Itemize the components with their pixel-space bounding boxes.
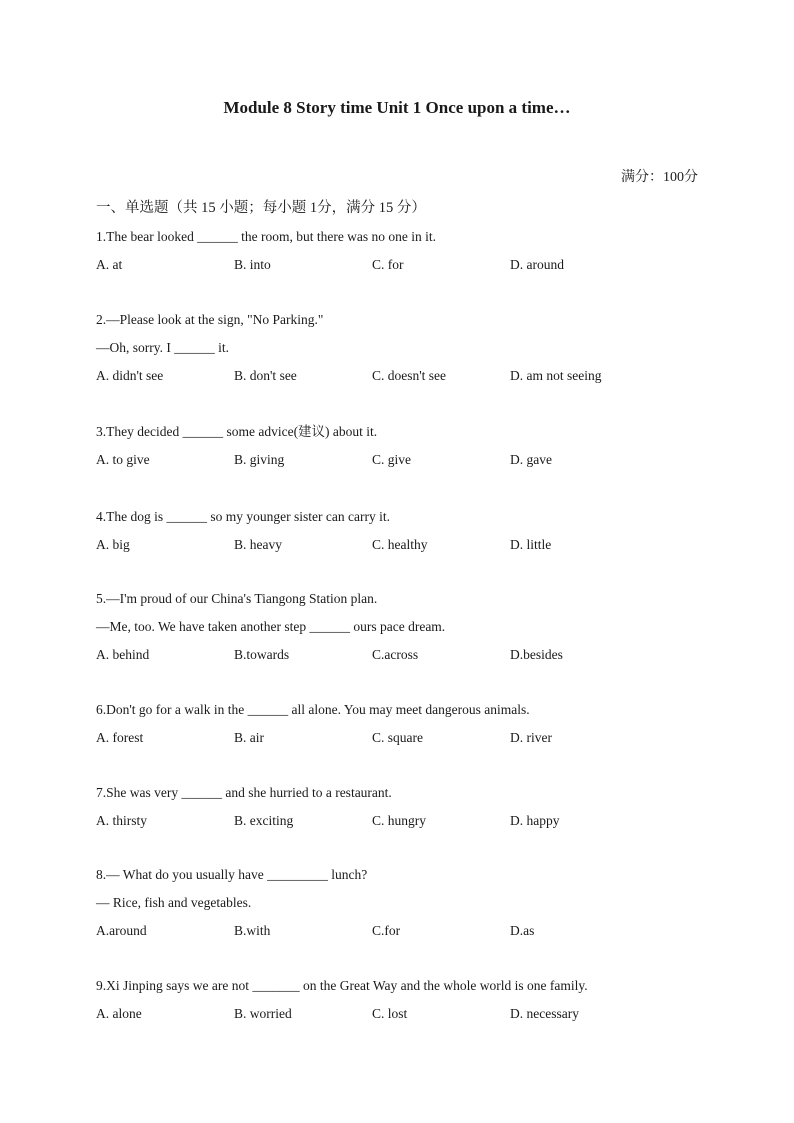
option-d: D. river [510,730,552,745]
option-d: D. am not seeing [510,368,602,383]
full-score-label: 满分：100分 [621,170,698,185]
option-a: A. behind [96,647,150,662]
section-heading: 一、单选题（共 15 小题；每小题 1分，满分 15 分） [96,200,426,216]
option-c: C. lost [372,1006,408,1021]
question-1-options [96,251,716,279]
option-c: C.for [372,923,401,938]
page-title: Module 8 Story time Unit 1 Once upon a time… [223,98,571,117]
option-a: A. forest [96,730,144,745]
question-7-stem: 7.She was very ______ and she hurried to a restaurant. [96,785,392,800]
question-3-options [96,446,716,474]
option-a: A. alone [96,1006,142,1021]
question-7 [96,779,716,835]
option-b: B. air [234,730,264,745]
option-b: B. don't see [234,368,297,383]
question-2 [96,306,716,390]
option-a: A.around [96,923,147,938]
question-6 [96,696,716,752]
question-4-stem: 4.The dog is ______ so my younger sister can carry it. [96,509,390,524]
question-4-options [96,531,716,559]
option-d: D.as [510,923,535,938]
option-c: C. for [372,257,404,272]
question-9 [96,972,716,1028]
question-9-stem: 9.Xi Jinping says we are not _______ on the Great Way and the whole world is one family. [96,978,588,993]
option-a: A. thirsty [96,813,148,828]
option-d: D. around [510,257,564,272]
question-8-reply: — Rice, fish and vegetables. [96,895,252,910]
option-a: A. didn't see [96,368,164,383]
option-d: D.besides [510,647,563,662]
option-c: C. hungry [372,813,426,828]
option-b: B.towards [234,647,290,662]
question-5-stem: 5.—I'm proud of our China's Tiangong Station plan. [96,591,378,606]
option-a: A. to give [96,452,150,467]
option-c: C.across [372,647,419,662]
option-c: C. doesn't see [372,368,447,383]
option-b: B. into [234,257,271,272]
question-3-stem: 3.They decided ______ some advice(建议) about it. [96,424,378,439]
option-c: C. square [372,730,423,745]
question-5-reply: —Me, too. We have taken another step ______ ours pace dream. [96,619,446,634]
question-1 [96,223,716,279]
question-8-options [96,917,716,945]
question-4 [96,503,716,559]
question-6-stem: 6.Don't go for a walk in the ______ all alone. You may meet dangerous animals. [96,702,530,717]
question-8-stem: 8.— What do you usually have _________ lunch? [96,867,368,882]
question-9-options [96,1000,716,1028]
option-d: D. necessary [510,1006,579,1021]
question-3 [96,418,716,474]
option-b: B. exciting [234,813,294,828]
question-2-options [96,362,716,390]
option-d: D. happy [510,813,560,828]
question-6-options [96,724,716,752]
option-b: B.with [234,923,271,938]
question-7-options [96,807,716,835]
question-5 [96,585,716,669]
option-d: D. little [510,537,552,552]
option-b: B. giving [234,452,285,467]
option-a: A. big [96,537,130,552]
question-1-stem: 1.The bear looked ______ the room, but there was no one in it. [96,229,437,244]
option-c: C. give [372,452,411,467]
question-2-stem: 2.—Please look at the sign, "No Parking." [96,312,324,327]
option-b: B. worried [234,1006,292,1021]
question-2-reply: —Oh, sorry. I ______ it. [96,340,229,355]
question-5-options [96,641,716,669]
option-c: C. healthy [372,537,428,552]
option-d: D. gave [510,452,552,467]
option-b: B. heavy [234,537,282,552]
option-a: A. at [96,257,123,272]
question-8 [96,861,716,945]
